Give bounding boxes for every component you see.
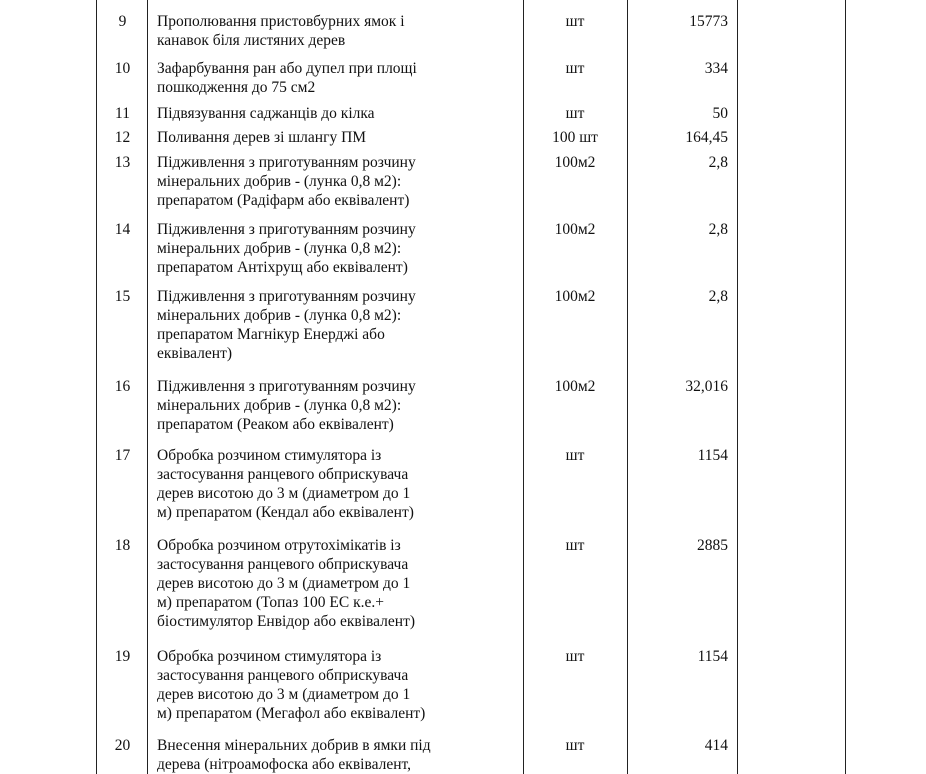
row-quantity: 1154 xyxy=(697,648,728,665)
row-number: 16 xyxy=(114,378,131,395)
description-line: Зафарбування ран або дупел при площі xyxy=(157,60,417,77)
row-quantity: 2885 xyxy=(697,537,728,554)
row-description xyxy=(157,128,522,147)
description-line: Прополювання пристовбурних ямок і xyxy=(157,13,405,30)
description-line: мінеральних добрив - (лунка 0,8 м2): xyxy=(157,307,402,324)
row-unit: 100м2 xyxy=(554,154,596,171)
table-border-left xyxy=(96,0,97,774)
description-line: препаратом (Радіфарм або еквівалент) xyxy=(157,192,410,209)
description-line: еквівалент) xyxy=(157,345,233,362)
row-description xyxy=(157,220,522,277)
description-line: м) препаратом (Топаз 100 ЕС к.е.+ xyxy=(157,594,384,611)
row-number: 13 xyxy=(114,154,131,171)
row-number: 10 xyxy=(114,60,131,77)
description-line: застосування ранцевого обприскувача xyxy=(157,466,409,483)
row-description xyxy=(157,647,522,723)
row-quantity: 1154 xyxy=(697,447,728,464)
row-unit: 100м2 xyxy=(554,378,596,395)
row-unit: 100 шт xyxy=(552,129,598,146)
description-line: м) препаратом (Кендал або еквівалент) xyxy=(157,504,414,521)
row-quantity: 32,016 xyxy=(685,378,728,395)
description-line: дерев висотою до 3 м (диаметром до 1 xyxy=(157,485,411,502)
description-line: дерев висотою до 3 м (диаметром до 1 xyxy=(157,575,411,592)
row-description xyxy=(157,536,522,631)
description-line: м) препаратом (Мегафол або еквівалент) xyxy=(157,705,426,722)
description-line: пошкодження до 75 см2 xyxy=(157,79,316,96)
description-line: Підвязування саджанців до кілка xyxy=(157,105,375,122)
row-description xyxy=(157,153,522,210)
row-number: 20 xyxy=(114,737,131,754)
description-line: Підживлення з приготуванням розчину xyxy=(157,378,416,395)
row-description xyxy=(157,446,522,522)
row-number: 11 xyxy=(115,105,130,122)
row-unit: шт xyxy=(565,737,585,754)
row-quantity: 50 xyxy=(712,105,728,122)
description-line: мінеральних добрив - (лунка 0,8 м2): xyxy=(157,173,402,190)
description-line: Обробка розчином отрутохімікатів із xyxy=(157,537,401,554)
description-line: мінеральних добрив - (лунка 0,8 м2): xyxy=(157,240,402,257)
description-line: біостимулятор Енвідор або еквівалент) xyxy=(157,613,416,630)
description-line: застосування ранцевого обприскувача xyxy=(157,556,409,573)
description-line: Внесення мінеральних добрив в ямки під xyxy=(157,737,431,754)
row-number: 18 xyxy=(114,537,131,554)
description-line: Підживлення з приготуванням розчину xyxy=(157,288,416,305)
description-line: застосування ранцевого обприскувача xyxy=(157,667,409,684)
row-description xyxy=(157,59,522,97)
description-line: Підживлення з приготуванням розчину xyxy=(157,154,416,171)
row-number: 17 xyxy=(114,447,131,464)
row-unit: шт xyxy=(565,447,585,464)
row-quantity: 2,8 xyxy=(708,221,728,238)
row-number: 15 xyxy=(114,288,131,305)
description-line: препаратом Антіхрущ або еквівалент) xyxy=(157,259,408,276)
row-unit: шт xyxy=(565,60,585,77)
description-line: дерев висотою до 3 м (диаметром до 1 xyxy=(157,686,411,703)
row-quantity: 414 xyxy=(704,737,728,754)
row-quantity: 2,8 xyxy=(708,288,728,305)
row-description xyxy=(157,104,522,123)
row-unit: шт xyxy=(565,105,585,122)
row-description xyxy=(157,12,522,50)
description-line: дерева (нітроамофоска або еквівалент, xyxy=(157,756,411,773)
description-line: канавок біля листяних дерев xyxy=(157,32,346,49)
row-description xyxy=(157,287,522,363)
row-number: 9 xyxy=(118,13,127,30)
description-line: препаратом Магнікур Енерджі або xyxy=(157,326,385,343)
column-divider-number xyxy=(147,0,148,774)
description-line: Обробка розчином стимулятора із xyxy=(157,447,382,464)
row-unit: шт xyxy=(565,648,585,665)
row-quantity: 15773 xyxy=(689,13,728,30)
row-description xyxy=(157,377,522,434)
description-line: Підживлення з приготуванням розчину xyxy=(157,221,416,238)
description-line: Обробка розчином стимулятора із xyxy=(157,648,382,665)
row-quantity: 334 xyxy=(704,60,728,77)
row-unit: 100м2 xyxy=(554,221,596,238)
description-line: препаратом (Реаком або еквівалент) xyxy=(157,416,394,433)
table-border-right xyxy=(845,0,846,774)
row-number: 19 xyxy=(114,648,131,665)
row-unit: 100м2 xyxy=(554,288,596,305)
row-quantity: 2,8 xyxy=(708,154,728,171)
row-unit: шт xyxy=(565,537,585,554)
row-unit: шт xyxy=(565,13,585,30)
description-line: мінеральних добрив - (лунка 0,8 м2): xyxy=(157,397,402,414)
row-quantity: 164,45 xyxy=(685,129,728,146)
row-number: 12 xyxy=(114,129,131,146)
description-line: Поливання дерев зі шлангу ПМ xyxy=(157,129,367,146)
row-description xyxy=(157,736,522,774)
column-divider-quantity xyxy=(737,0,738,774)
row-number: 14 xyxy=(114,221,131,238)
